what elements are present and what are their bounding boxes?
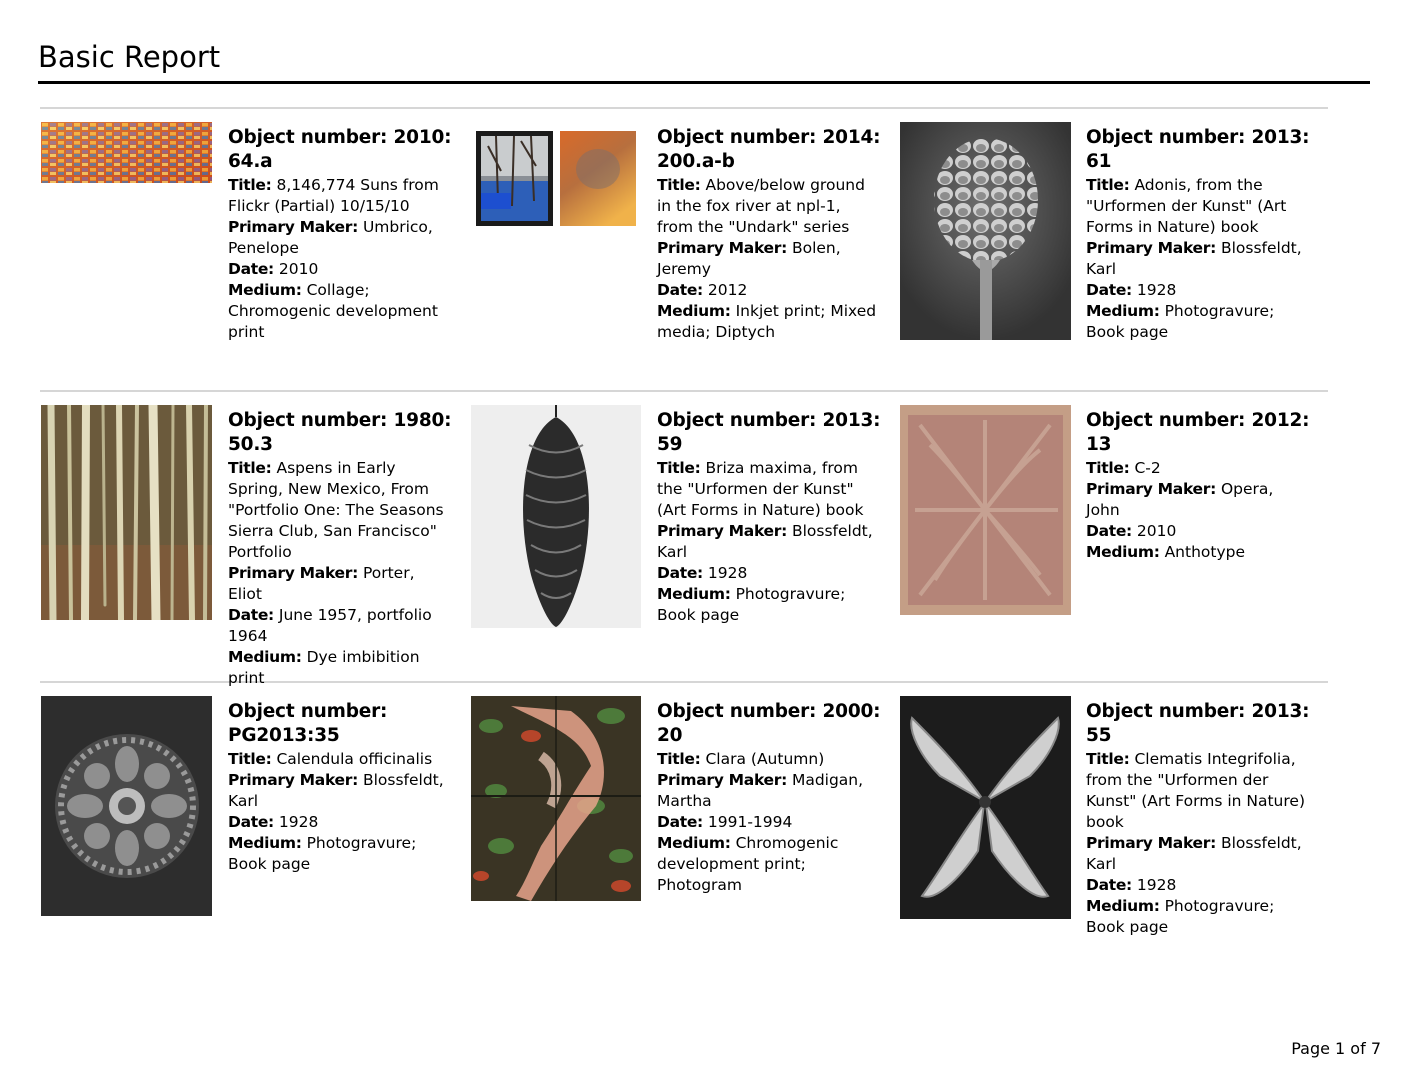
record-card (228, 700, 452, 875)
maker-label: Primary Maker: (657, 522, 788, 540)
medium-label: Medium: (228, 648, 302, 666)
maker-value: Umbrico, Penelope (228, 218, 433, 257)
title-value: Aspens in Early Spring, New Mexico, From "Portfolio One: The Seasons Sierra Club, San Francisco" Portfolio (228, 459, 444, 561)
record-card (657, 409, 881, 626)
title-value: Clematis Integrifolia, from the "Urformen der Kunst" (Art Forms in Nature) book (1086, 750, 1305, 831)
date-field (1086, 521, 1310, 542)
title-value: Adonis, from the "Urformen der Kunst" (Art Forms in Nature) book (1086, 176, 1287, 236)
artwork-thumbnail[interactable] (471, 405, 641, 628)
title-label: Title: (657, 176, 701, 194)
medium-value: Photogravure; Book page (228, 834, 417, 873)
object-number: Object number: 2010: 64.a (228, 127, 452, 172)
title-label: Title: (1086, 176, 1130, 194)
date-field (1086, 875, 1310, 896)
artwork-thumbnail[interactable] (900, 696, 1071, 919)
title-label: Title: (228, 459, 272, 477)
medium-field (228, 833, 452, 875)
medium-label: Medium: (1086, 543, 1160, 561)
maker-field (1086, 238, 1310, 280)
title-label: Title: (228, 750, 272, 768)
record-card (657, 126, 881, 343)
maker-label: Primary Maker: (1086, 239, 1217, 257)
date-label: Date: (657, 564, 703, 582)
maker-value: Opera, John (1086, 480, 1274, 519)
report-title: Basic Report (38, 40, 221, 74)
maker-value: Blossfeldt, Karl (1086, 834, 1302, 873)
date-field (1086, 280, 1310, 301)
title-value: Above/below ground in the fox river at npl-1, from the "Undark" series (657, 176, 865, 236)
title-field (228, 749, 452, 770)
title-label: Title: (657, 750, 701, 768)
maker-field (657, 770, 881, 812)
title-label: Title: (657, 459, 701, 477)
title-field (657, 749, 881, 770)
medium-label: Medium: (657, 834, 731, 852)
title-field (228, 458, 452, 563)
title-field (1086, 175, 1310, 238)
object-number: Object number: 2014: 200.a-b (657, 127, 881, 172)
medium-value: Inkjet print; Mixed media; Diptych (657, 302, 877, 341)
date-value: 2012 (707, 281, 748, 299)
date-label: Date: (1086, 522, 1132, 540)
row-divider (40, 390, 1328, 392)
maker-field (1086, 479, 1310, 521)
title-value: C-2 (1134, 459, 1161, 477)
record-card (1086, 700, 1310, 938)
object-number: Object number: 2013: 61 (1086, 127, 1310, 172)
maker-label: Primary Maker: (228, 218, 359, 236)
medium-field (1086, 542, 1310, 563)
title-field (228, 175, 452, 217)
medium-value: Anthotype (1164, 543, 1246, 561)
medium-label: Medium: (228, 834, 302, 852)
medium-field (657, 833, 881, 896)
maker-value: Blossfeldt, Karl (1086, 239, 1302, 278)
object-number: Object number: PG2013:35 (228, 701, 388, 746)
date-label: Date: (657, 281, 703, 299)
date-label: Date: (228, 260, 274, 278)
maker-label: Primary Maker: (228, 771, 359, 789)
artwork-thumbnail[interactable] (41, 405, 212, 620)
medium-label: Medium: (657, 302, 731, 320)
date-field (228, 605, 452, 647)
medium-label: Medium: (228, 281, 302, 299)
medium-field (228, 647, 452, 689)
maker-value: Blossfeldt, Karl (228, 771, 444, 810)
maker-field (228, 217, 452, 259)
title-label: Title: (228, 176, 272, 194)
date-label: Date: (1086, 281, 1132, 299)
medium-value: Photogravure; Book page (1086, 897, 1275, 936)
medium-label: Medium: (1086, 897, 1160, 915)
date-label: Date: (1086, 876, 1132, 894)
artwork-thumbnail[interactable] (471, 696, 641, 901)
maker-value: Blossfeldt, Karl (657, 522, 873, 561)
record-card (228, 126, 452, 343)
date-label: Date: (228, 813, 274, 831)
title-value: Calendula officinalis (276, 750, 433, 768)
artwork-thumbnail[interactable] (41, 696, 212, 916)
artwork-thumbnail[interactable] (900, 122, 1071, 340)
date-field (657, 280, 881, 301)
date-field (657, 812, 881, 833)
medium-field (1086, 301, 1310, 343)
maker-label: Primary Maker: (657, 771, 788, 789)
maker-value: Porter, Eliot (228, 564, 415, 603)
date-value: 1928 (278, 813, 319, 831)
object-number: Object number: 2012: 13 (1086, 410, 1310, 455)
date-label: Date: (657, 813, 703, 831)
row-divider (40, 107, 1328, 109)
title-value: 8,146,774 Suns from Flickr (Partial) 10/15/10 (228, 176, 439, 215)
maker-field (228, 770, 452, 812)
date-field (228, 259, 452, 280)
maker-field (228, 563, 452, 605)
title-field (657, 175, 881, 238)
maker-field (1086, 833, 1310, 875)
medium-label: Medium: (1086, 302, 1160, 320)
medium-value: Photogravure; Book page (1086, 302, 1275, 341)
title-label: Title: (1086, 459, 1130, 477)
date-value: 2010 (278, 260, 319, 278)
title-field (1086, 458, 1310, 479)
medium-field (657, 301, 881, 343)
medium-value: Dye imbibition print (228, 648, 420, 687)
title-value: Clara (Autumn) (705, 750, 825, 768)
date-value: 2010 (1136, 522, 1177, 540)
title-label: Title: (1086, 750, 1130, 768)
object-number: Object number: 2013: 55 (1086, 701, 1310, 746)
date-value: 1991-1994 (707, 813, 793, 831)
medium-field (1086, 896, 1310, 938)
medium-value: Collage; Chromogenic development print (228, 281, 438, 341)
object-number: Object number: 2000: 20 (657, 701, 881, 746)
record-card (1086, 126, 1310, 343)
date-value: June 1957, portfolio 1964 (228, 606, 432, 645)
title-field (657, 458, 881, 521)
maker-label: Primary Maker: (657, 239, 788, 257)
record-card (228, 409, 452, 689)
date-field (657, 563, 881, 584)
medium-value: Photogravure; Book page (657, 585, 846, 624)
maker-value: Bolen, Jeremy (657, 239, 841, 278)
date-value: 1928 (1136, 876, 1177, 894)
date-value: 1928 (707, 564, 748, 582)
record-card (657, 700, 881, 896)
maker-value: Madigan, Martha (657, 771, 864, 810)
date-field (228, 812, 452, 833)
maker-label: Primary Maker: (228, 564, 359, 582)
artwork-thumbnail[interactable] (476, 131, 636, 226)
medium-value: Chromogenic development print; Photogram (657, 834, 839, 894)
medium-field (657, 584, 881, 626)
title-field (1086, 749, 1310, 833)
date-value: 1928 (1136, 281, 1177, 299)
title-value: Briza maxima, from the "Urformen der Kunst" (Art Forms in Nature) book (657, 459, 864, 519)
maker-label: Primary Maker: (1086, 834, 1217, 852)
medium-label: Medium: (657, 585, 731, 603)
date-label: Date: (228, 606, 274, 624)
maker-label: Primary Maker: (1086, 480, 1217, 498)
record-card (1086, 409, 1310, 563)
maker-field (657, 521, 881, 563)
page-indicator: Page 1 of 7 (1291, 1039, 1381, 1058)
medium-field (228, 280, 452, 343)
maker-field (657, 238, 881, 280)
title-divider (38, 81, 1370, 84)
object-number: Object number: 2013: 59 (657, 410, 881, 455)
artwork-thumbnail[interactable] (900, 405, 1071, 615)
artwork-thumbnail[interactable] (41, 122, 212, 183)
object-number: Object number: 1980: 50.3 (228, 410, 452, 455)
